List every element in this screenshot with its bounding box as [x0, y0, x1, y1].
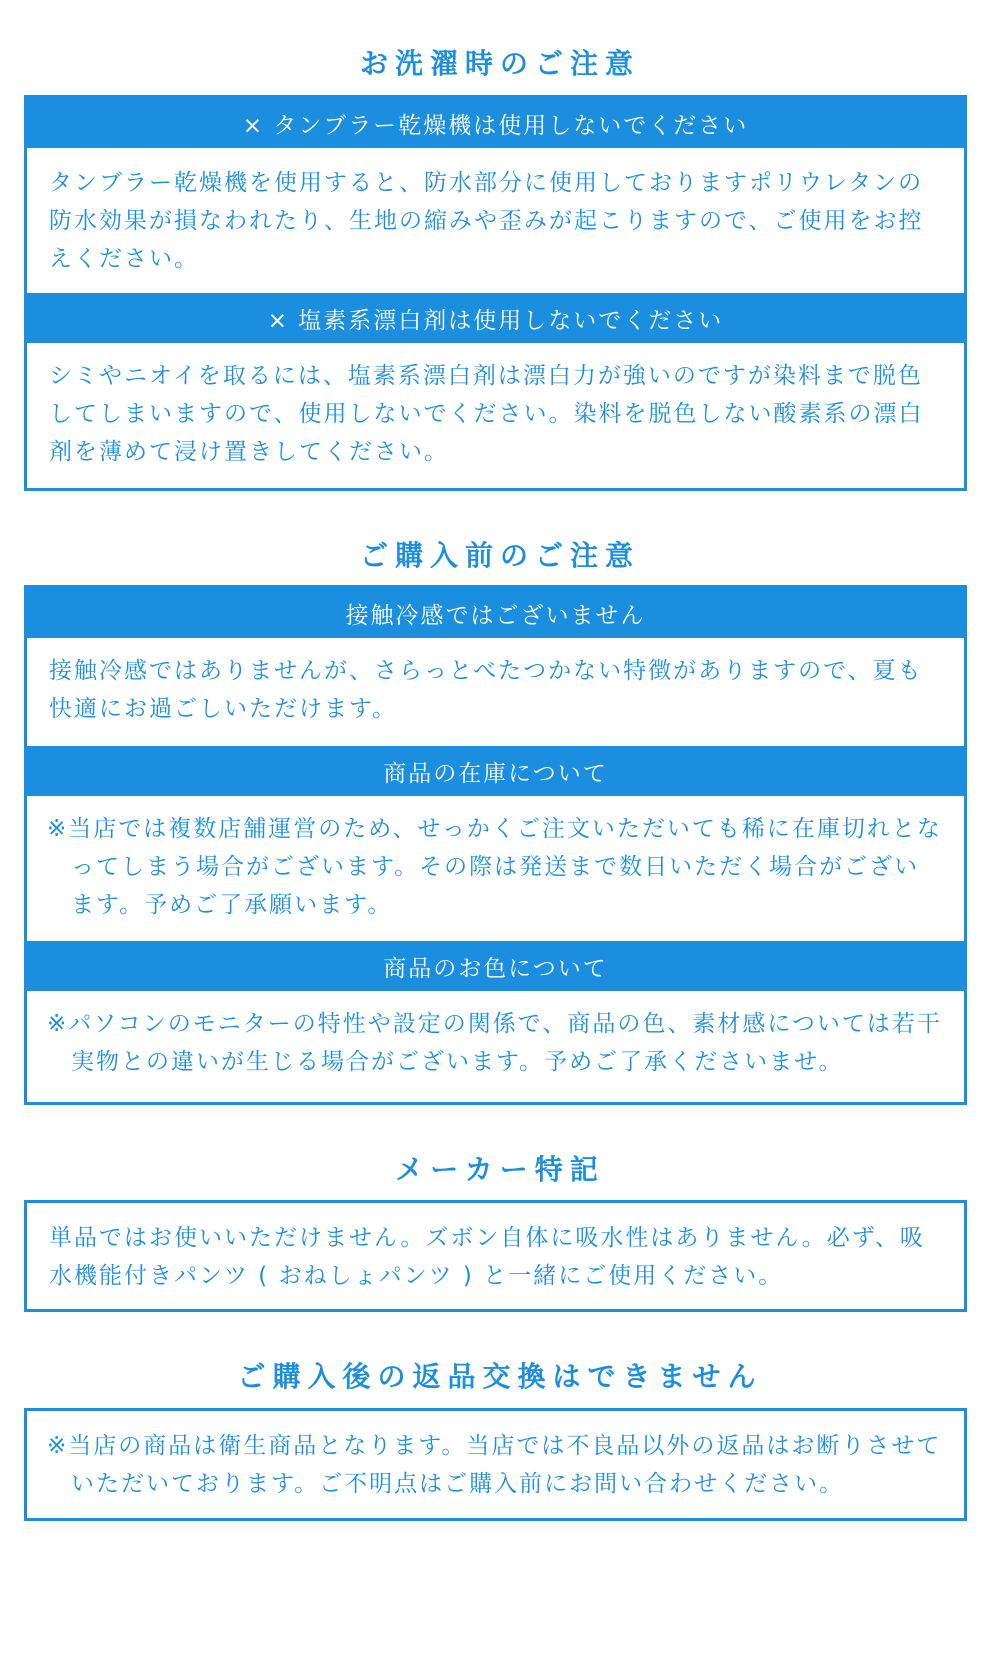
cooling-body: 接触冷感ではありませんが、さらっとべたつかない特徴がありますので、夏も快適にお過ごしいただけます。 — [49, 658, 923, 722]
before-purchase-section-title-wrap — [0, 534, 1000, 574]
stock-body: ※当店では複数店舗運営のため、せっかくご注文いただいても稀に在庫切れとなってしまう場合がございます。その際は発送まで数日いただく場合がございます。予めご了承願います。 — [47, 816, 942, 918]
maker-notice-box — [24, 1200, 967, 1312]
before-purchase-notice-box — [24, 585, 967, 1105]
tumble-dryer-body: タンブラー乾燥機を使用すると、防水部分に使用しておりますポリウレタンの防水効果が損なわれたり、生地の縮みや歪みが起こりますので、ご使用をお控えください。 — [49, 170, 924, 272]
returns-body: ※当店の商品は衛生商品となります。当店では不良品以外の返品はお断りさせていただいております。ご不明点はご購入前にお問い合わせください。 — [47, 1433, 942, 1497]
maker-body: 単品ではお使いいただけません。ズボン自体に吸水性はありません。必ず、吸水機能付きパンツ ( おねしょパンツ ) と一緒にご使用ください。 — [49, 1225, 925, 1289]
color-header: 商品のお色について — [27, 941, 964, 991]
returns-section-title-wrap — [0, 1355, 1000, 1395]
bleach-body: シミやニオイを取るには、塩素系漂白剤は漂白力が強いのですが染料まで脱色してしまいますので、使用しないでください。染料を脱色しない酸素系の漂白剤を薄めて浸け置きしてください。 — [49, 363, 924, 465]
before-purchase-section-title: ご購入前のご注意 — [359, 539, 640, 572]
washing-section-title-wrap — [0, 42, 1000, 82]
cooling-header: 接触冷感ではございません — [27, 588, 964, 638]
maker-section-title: メーカー特記 — [395, 1153, 605, 1186]
tumble-dryer-header: × タンブラー乾燥機は使用しないでください — [27, 98, 964, 148]
washing-section-title: お洗濯時のご注意 — [359, 47, 640, 80]
maker-section-title-wrap — [0, 1148, 1000, 1188]
stock-header: 商品の在庫について — [27, 746, 964, 796]
washing-notice-box — [24, 95, 967, 491]
color-body: ※パソコンのモニターの特性や設定の関係で、商品の色、素材感については若干実物との違いが生じる場合がございます。予めご了承くださいませ。 — [47, 1011, 942, 1075]
bleach-header: × 塩素系漂白剤は使用しないでください — [27, 293, 964, 343]
returns-section-title: ご購入後の返品交換はできません — [237, 1360, 763, 1393]
returns-notice-box — [24, 1408, 967, 1521]
